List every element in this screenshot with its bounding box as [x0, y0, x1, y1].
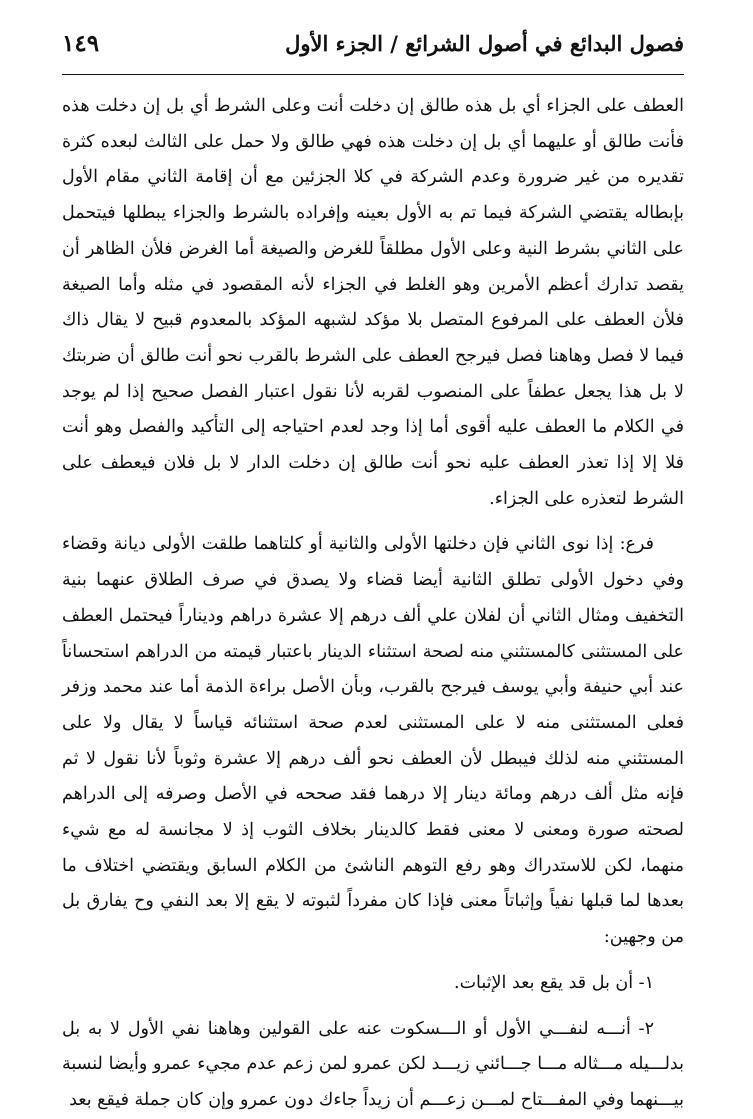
paragraph-1: العطف على الجزاء أي بل هذه طالق إن دخلت أنت وعلى الشرط أي بل إن دخلت هذه فأنت طالق أو عليهما أي بل إن دخلت هذه فهي طالق ولا حمل على الثالث لبعده كثرة تقديره من غير ضرورة وعدم الشركة في كلا الجزئين مع أن إقامة الثاني مقام الأول بإبطاله يقتضي الشركة فيما تم به الأول بعينه وإفراده بالشرط والجزاء يبطلها فيتحمل على الثاني بشرط النية وعلى الأول مطلقاً للغرض والصيغة أما الغرض فلأن الظاهر أن يقصد تدارك أعظم الأمرين وهو الغلط في الجزاء لأنه المقصود في مثله وأما الصيغة فلأن العطف على المرفوع المتصل بلا مؤكد لشبهه المؤكد بالمعدوم قبيح لا يقال ذاك فيما لا فصل وهاهنا فصل فيرجح العطف على الشرط بالقرب نحو أنت طالق أن ضربتك لا بل هذا يجعل عطفاً على المنصوب لقربه لأنا نقول اعتبار الفصل صحيح إذا لم يوجد في الكلام ما العطف عليه أقوى أما إذا وجد لعدم احتياجه إلى التأكيد والفصل وهو أنت فلا إلا إذا تعذر العطف عليه نحو أنت طالق إن دخلت الدار لا بل فلان فيعطف على الشرط لتعذره على الجزاء.	[62, 96, 684, 509]
book-page	[62, 30, 684, 1119]
paragraph-gap	[62, 956, 684, 966]
paragraph-gap	[62, 1002, 684, 1012]
body-text	[62, 89, 684, 1119]
page-header	[62, 30, 684, 72]
paragraph-gap	[62, 517, 684, 527]
paragraph-2: فرع: إذا نوى الثاني فإن دخلتها الأولى والثانية أو كلتاهما طلقت الأولى ديانة وقضاء وفي دخول الأولى تطلق الثانية أيضا قضاء ولا يصدق في صرف الطلاق عنهما بنية التخفيف ومثال الثاني أن لفلان علي ألف درهم إلا عشرة دراهم وديناراً فيحتمل العطف على المستثنى كالمستثني منه لصحة استثناء الدينار باعتبار قيمته من الدراهم استحساناً عند أبي حنيفة وأبي يوسف فيرجح بالقرب، وبأن الأصل براءة الذمة أما عند محمد وزفر فعلى المستثنى منه لا على المستثنى لعدم صحة استثنائه قياساً لا يقال ولا على المستثني منه لذلك فيبطل لأن العطف نحو ألف درهم إلا عشرة وثوباً لأنا نقول لا ثم فإنه مثل ألف درهم ومائة دينار إلا درهما فقد صححه في الأصل وصرفه إلى الدراهم لصحته صورة ومعنى لا معنى فقط كالدينار بخلاف الثوب إذ لا مجانسة له مع شيء منهما، لكن للاستدراك وهو رفع التوهم الناشئ من الكلام السابق ويقتضي اختلاف ما بعدها لما قبلها نفياً وإثباتاً معنى فإذا كان مفرداً لثبوته لا يقع إلا بعد النفي وح يفارق بل من وجهين:	[62, 534, 684, 948]
page-number: ١٤٩	[62, 30, 100, 57]
header-rule	[62, 74, 684, 75]
list-item-1: ١- أن بل قد يقع بعد الإثبات.	[454, 972, 654, 993]
list-item-2: ٢- أنـــه لنفـــي الأول أو الـــسكوت عنه على القولين وهاهنا نفي الأول لا به بل بدلـــيله مـــثاله مـــا جـــائني زيـــد لكن عمرو لمن زعم عدم مجيء عمرو وأيضا لنسبة بيـــنهما وفي المفـــتاح لمـــن زعـــم أن زيداً جاءك دون عمرو وإن كان جملة فيقع بعد	[62, 1018, 684, 1110]
running-title: فصول البدائع في أصول الشرائع / الجزء الأول	[285, 31, 684, 56]
